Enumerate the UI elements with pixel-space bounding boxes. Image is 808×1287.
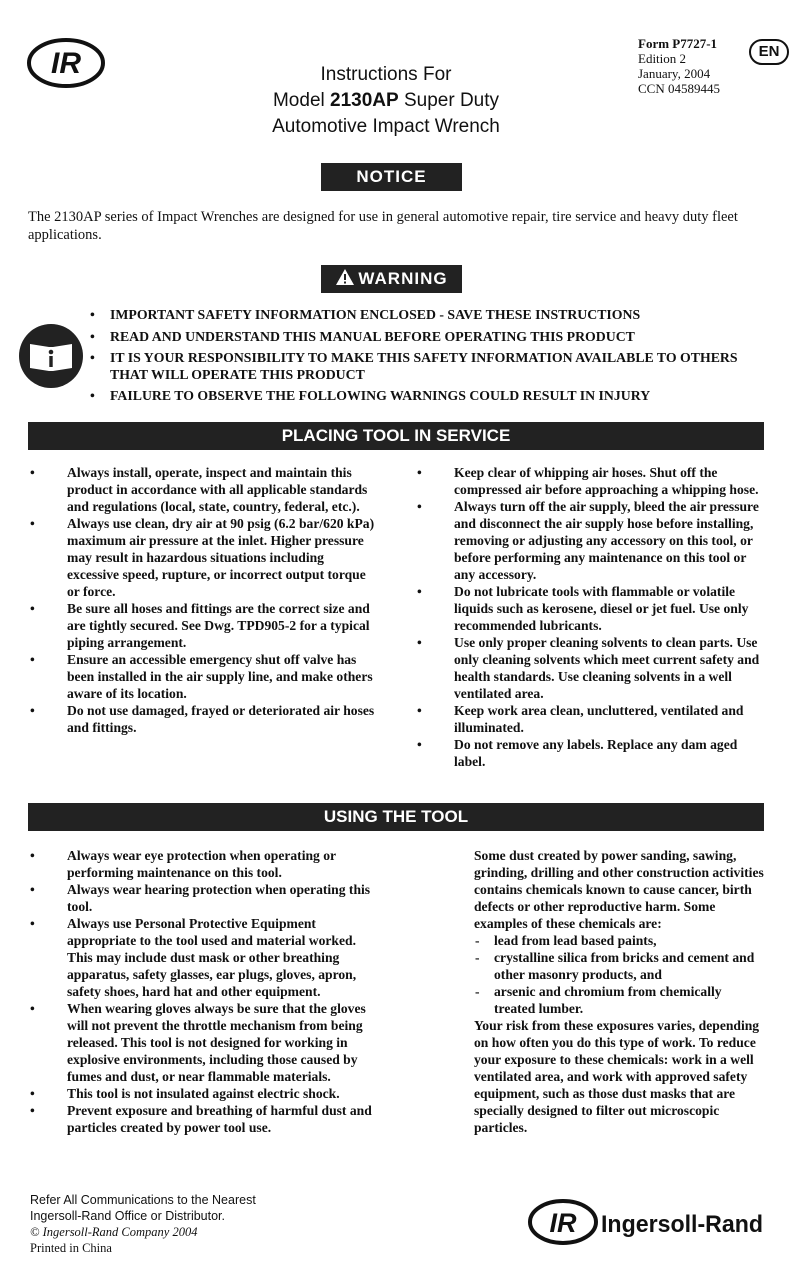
list-item: • Keep clear of whipping air hoses. Shut off the compressed air before approaching a whipping hose.	[417, 465, 759, 497]
list-item: - arsenic and chromium from chemically treated lumber.	[475, 984, 722, 1016]
ingersoll-rand-logo	[27, 38, 105, 88]
list-item: • When wearing gloves always be sure that the gloves will not prevent the throttle mechanism from being released. This tool is not designed for working in explosive environments, including those caused by fumes and dust, or near flammable materials.	[30, 1001, 366, 1084]
placing-left-column	[28, 464, 378, 736]
placing-right-column	[415, 464, 767, 770]
copyright: © Ingersoll-Rand Company 2004	[30, 1225, 198, 1239]
list-item: • Be sure all hoses and fittings are the correct size and are tightly secured. See Dwg. TPD905-2 for a typical piping arrangement.	[30, 601, 370, 650]
dust-outro: Your risk from these exposures varies, depending on how often you do this type of work. To reduce your exposure to these chemicals: work in a well ventilated area, and work with approved safety equipment, such as those dust masks that are specially designed to filter out microscopic particles.	[474, 1018, 760, 1135]
using-right-column	[474, 847, 766, 1136]
title-line-1: Instructions For	[320, 64, 452, 85]
warning-triangle-icon	[335, 268, 355, 286]
section-heading-placing: PLACING TOOL IN SERVICE	[28, 422, 764, 450]
list-item: • Use only proper cleaning solvents to clean parts. Use only cleaning solvents which meet current safety and health standards. Use cleaning solvents in a well ventilated area.	[417, 635, 760, 701]
title-line-2: Model 2130AP Super Duty	[272, 90, 500, 111]
logo-text: IR	[51, 47, 81, 80]
list-item: • Keep work area clean, uncluttered, ventilated and illuminated.	[417, 703, 744, 735]
list-item: • Always use Personal Protective Equipment appropriate to the tool used and material worked. This may include dust mask or other breathing apparatus, safety glasses, ear plugs, gloves, apron, safety shoes, hard hat and other equipment.	[30, 916, 357, 999]
list-item: • Always turn off the air supply, bleed the air pressure and disconnect the air supply hose before installing, removing or adjusting any accessory on this tool, or before performing any maintenance on this tool or any accessory.	[417, 499, 759, 582]
list-item: • FAILURE TO OBSERVE THE FOLLOWING WARNINGS COULD RESULT IN INJURY	[90, 388, 651, 403]
list-item: • Always wear hearing protection when operating this tool.	[30, 882, 371, 914]
date: January, 2004	[638, 66, 711, 81]
read-manual-icon	[18, 323, 84, 389]
list-item: • IMPORTANT SAFETY INFORMATION ENCLOSED - SAVE THESE INSTRUCTIONS	[90, 307, 641, 322]
list-item: • Do not remove any labels. Replace any dam aged label.	[417, 737, 738, 769]
using-left-column	[28, 847, 380, 1136]
section-heading-using: USING THE TOOL	[28, 803, 764, 831]
warning-label: WARNING	[321, 265, 462, 293]
title-line-3: Automotive Impact Wrench	[272, 116, 500, 137]
footer-line-2: Ingersoll-Rand Office or Distributor.	[30, 1209, 225, 1223]
brand-logo-text: IR	[549, 1208, 577, 1238]
notice-label: NOTICE	[321, 163, 462, 191]
brand-name: Ingersoll-Rand	[601, 1211, 763, 1238]
ccn: CCN 04589445	[638, 81, 720, 96]
model-number: 2130AP	[330, 90, 399, 111]
list-item: • Do not use damaged, frayed or deteriorated air hoses and fittings.	[30, 703, 375, 735]
footer-line-1: Refer All Communications to the Nearest	[30, 1193, 256, 1207]
printed-in: Printed in China	[30, 1241, 112, 1255]
form-number: Form P7727-1	[638, 36, 718, 51]
footer-contact	[30, 1192, 256, 1256]
language-badge: EN	[749, 39, 789, 65]
list-item: • Prevent exposure and breathing of harmful dust and particles created by power tool use.	[30, 1103, 372, 1135]
list-item: • Do not lubricate tools with flammable or volatile liquids such as kerosene, diesel or jet fuel. Use only recommended lubricants.	[417, 584, 749, 633]
document-title	[210, 62, 562, 140]
list-item: • Always wear eye protection when operating or performing maintenance on this tool.	[30, 848, 336, 880]
notice-text: The 2130AP series of Impact Wrenches are designed for use in general automotive repair, tire service and heavy duty fleet applications.	[28, 209, 738, 243]
warning-list	[90, 307, 750, 410]
list-item: • READ AND UNDERSTAND THIS MANUAL BEFORE OPERATING THIS PRODUCT	[90, 328, 635, 344]
list-item: - crystalline silica from bricks and cement and other masonry products, and	[475, 950, 755, 982]
form-info	[638, 36, 720, 96]
list-item: - lead from lead based paints,	[475, 933, 657, 948]
list-item: • Always use clean, dry air at 90 psig (6.2 bar/620 kPa) maximum air pressure at the inlet. Higher pressure may result in hazardous situations including excessive speed, rupture, or incorrect output torque or force.	[30, 516, 375, 599]
list-item: • IT IS YOUR RESPONSIBILITY TO MAKE THIS SAFETY INFORMATION AVAILABLE TO OTHERS THAT WILL OPERATE THIS PRODUCT	[90, 350, 738, 382]
list-item: • Always install, operate, inspect and maintain this product in accordance with all applicable standards and regulations (local, state, country, federal, etc.).	[30, 465, 368, 514]
list-item: • Ensure an accessible emergency shut off valve has been installed in the air supply line, and make others aware of its location.	[30, 652, 373, 701]
ingersoll-rand-brand-logo	[527, 1195, 769, 1247]
edition: Edition 2	[638, 51, 687, 66]
list-item: • This tool is not insulated against electric shock.	[30, 1086, 340, 1101]
dust-intro: Some dust created by power sanding, sawing, grinding, drilling and other construction activities contains chemicals known to cause cancer, birth defects or other reproductive harm. Some examples of these chemicals are:	[474, 848, 764, 931]
